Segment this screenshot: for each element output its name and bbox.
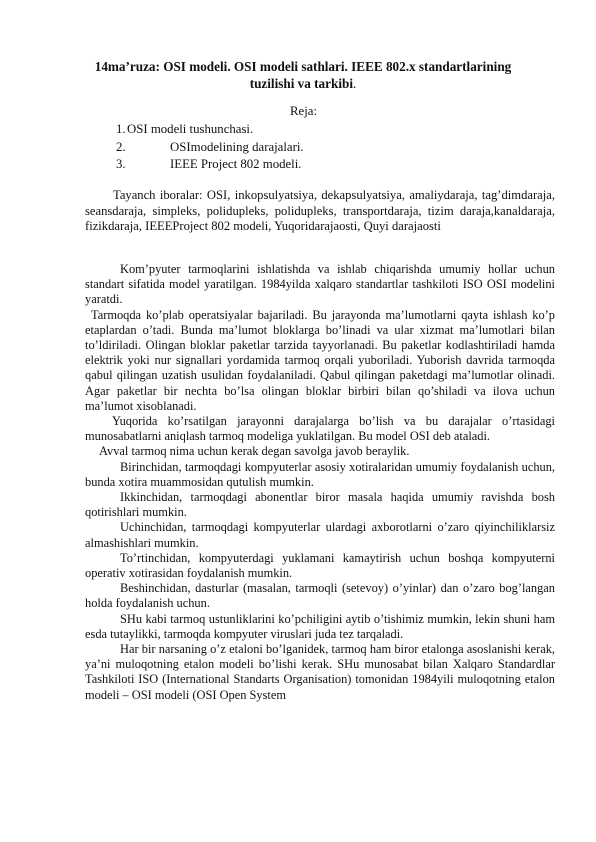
lecture-title — [88, 58, 518, 92]
body-paragraph: Birinchidan, tarmoqdagi kompyuterlar asosiy xotiralaridan umumiy foydalanish uchun, bunda xotira muammosidan qutulish mumkin. — [85, 459, 555, 489]
keywords-section — [85, 188, 555, 235]
plan-item — [116, 121, 304, 139]
plan-item-number: 3. — [116, 157, 126, 171]
plan-item-text: IEEE Project 802 modeli. — [170, 157, 302, 171]
body-paragraph: Uchinchidan, tarmoqdagi kompyuterlar ulardagi axborotlarni o’zaro qiyinchiliklarsiz almashishlari mumkin. — [85, 520, 555, 550]
body-paragraph: To’rtinchidan, kompyuterdagi yuklamani kamaytirish uchun boshqa kompyuterni operativ xotirasidan foydalanish mumkin. — [85, 550, 555, 581]
plan-item-text: OSImodelining darajalari. — [170, 139, 304, 154]
body-text — [85, 262, 555, 703]
body-paragraph: Yuqorida ko’rsatilgan jarayonni darajalarga bo’lish va bu darajalar o’rtasidagi munosabatlarni aniqlash tarmoq modeliga yuklatilgan. Bu model OSI deb ataladi. — [85, 414, 555, 444]
plan-item-number: 2. — [116, 139, 126, 154]
plan-heading: Reja: — [290, 104, 318, 118]
body-paragraph: SHu kabi tarmoq ustunliklarini ko’pchiligini aytib o’tishimiz mumkin, lekin shuni ham esda tutaylikki, tarmoqda kompyuter viruslari juda tez tarqaladi. — [85, 611, 555, 641]
body-paragraph: Kom’pyuter tarmoqlarini ishlatishda va ishlab chiqarishda umumiy hollar uchun standart sifatida model yaratilgan. 1984yilda xalqaro standartlar tashkiloti ISO OSI modelini yaratdi. — [85, 262, 555, 307]
plan-item — [116, 156, 304, 174]
lecture-title-period: . — [353, 76, 357, 91]
keywords-paragraph: Tayanch iboralar: OSI, inkopsulyatsiya, dekapsulyatsiya, amaliydaraja, tag’dimdaraja, seansdaraja, simpleks, polidupleks, polidupleks, transportdaraja, tizim daraja,kanaldaraja, fizikdaraja, IEEEProject 802 modeli, Yuqoridarajaosti, Quyi darajaosti — [85, 188, 555, 233]
body-paragraph: Avval tarmoq nima uchun kerak degan savolga javob beraylik. — [99, 444, 410, 459]
body-paragraph: Beshinchidan, dasturlar (masalan, tarmoqli (setevoy) o’yinlar) dan o’zaro bog’langan holda foydalanish uchun. — [85, 581, 555, 611]
lecture-title-text: 14ma’ruza: OSI modeli. OSI modeli sathlari. IEEE 802.x standartlarining tuzilishi va tarkibi — [94, 59, 512, 91]
plan-item-number: 1. — [116, 122, 126, 136]
plan-item-text: OSI modeli tushunchasi. — [127, 122, 254, 136]
body-paragraph: Har bir narsaning o’z etaloni bo’lganidek, tarmoq ham biror etalonga asoslanishi kerak, ya’ni muloqotning etalon modeli bo’lishi kerak. SHu munosabat bilan Xalqaro Standardlar Tashkiloti ISO (International Standarts Organisation) tomonidan 1984yili muloqotning etalon modeli – OSI modeli (OSI Open System — [85, 642, 555, 702]
body-paragraph: Ikkinchidan, tarmoqdagi abonentlar biror masala haqida umumiy ravishda bosh qotirishlari mumkin. — [85, 490, 555, 520]
plan-list — [116, 121, 304, 174]
body-paragraph: Tarmoqda ko’plab operatsiyalar bajariladi. Bu jarayonda ma’lumotlarni qayta ishlash ko’p etaplardan o’tadi. Bunda ma’lumot bloklarga bo’linadi va ular xizmat ma’lumotlari bilan to’ldiriladi. Olingan bloklar paketlar tarzida tayyorlanadi. Bu paketlar kodlashtiriladi hamda elektrik yoki nur signallari yordamida tarmoq orqali yuboriladi. Yuborish davrida tarmoqda qabul qilingan uzatish usulidan foydalaniladi. Qabul qilingan paketdagi ma’lumotlar olinadi. Agar paketlar bir nechta bo’lsa olingan bloklar birbiri bilan qo’shiladi va ilova uchun ma’lumot xisoblanadi. — [85, 307, 555, 413]
plan-item — [116, 139, 304, 157]
